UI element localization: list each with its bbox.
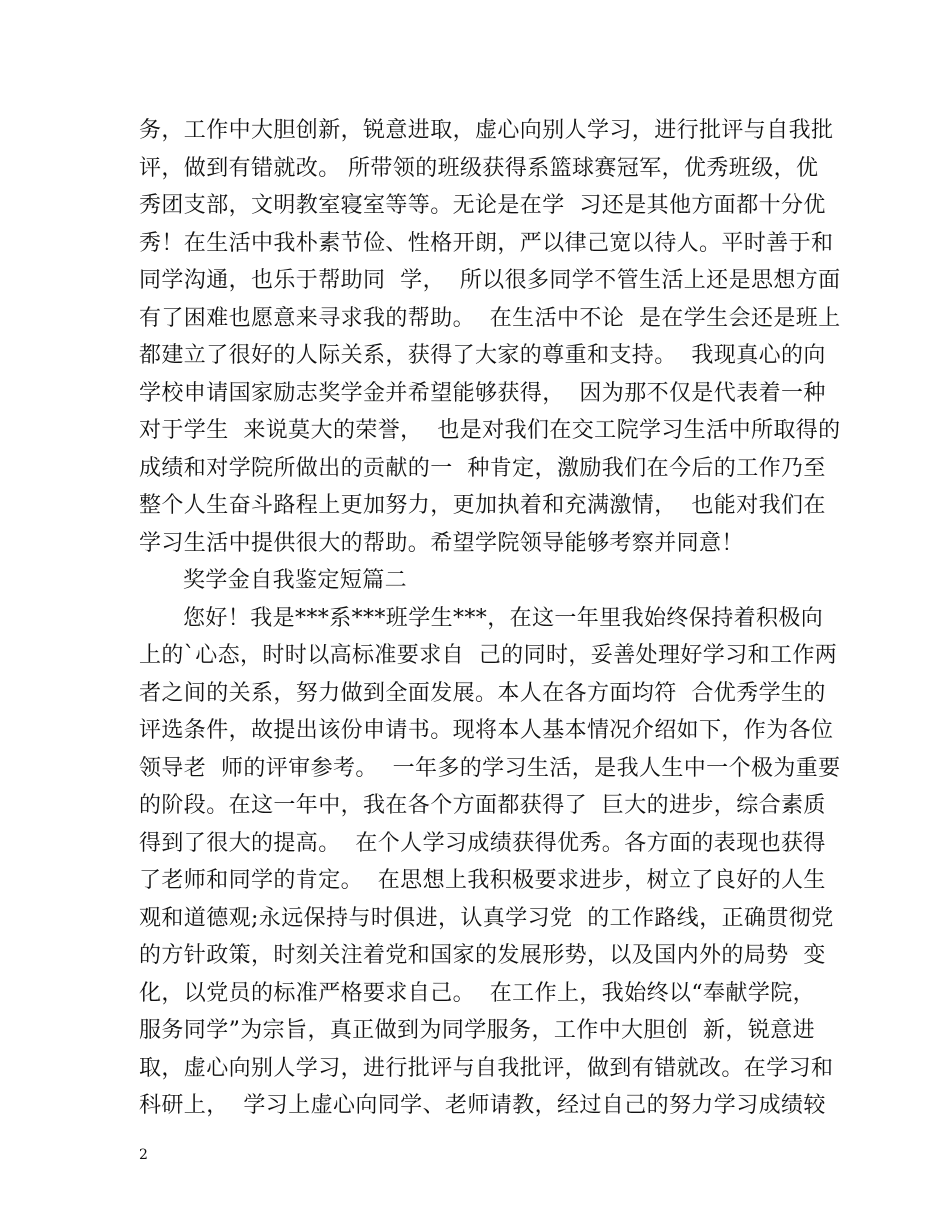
text-line: 化，以党员的标准严格要求自己。 在工作上，我始终以“奉献学院， [139, 980, 816, 1006]
text-line: 学习生活中提供很大的帮助。希望学院领导能够考察并同意！ [139, 530, 744, 556]
text-line: 对于学生 来说莫大的荣誉， 也是对我们在交工院学习生活中所取得的 [139, 418, 841, 443]
text-line: 的方针政策，时刻关注着党和国家的发展形势，以及国内外的局势 变 [139, 943, 826, 968]
body-text [139, 112, 841, 1125]
text-line: 都建立了很好的人际关系，获得了大家的尊重和支持。 我现真心的向 [139, 343, 826, 368]
text-line: 取，虚心向别人学习，进行批评与自我批评，做到有错就改。在学习和 [139, 1055, 834, 1081]
text-line: 秀团支部，文明教室寝室等等。无论是在学 习还是其他方面都十分优 [139, 193, 826, 218]
text-line: 您好！我是***系***班学生***，在这一年里我始终保持着积极向 [183, 605, 824, 631]
text-line: 观和道德观;永远保持与时俱进，认真学习党 的工作路线，正确贯彻党 [139, 905, 834, 931]
text-line: 秀！在生活中我朴素节俭、性格开朗，严以律己宽以待人。平时善于和 [139, 230, 834, 256]
text-line: 评，做到有错就改。 所带领的班级获得系篮球赛冠军，优秀班级，优 [139, 155, 819, 181]
text-line: 整个人生奋斗路程上更加努力，更加执着和充满激情， 也能对我们在 [139, 493, 826, 518]
text-line: 务，工作中大胆创新，锐意进取，虚心向别人学习，进行批评与自我批 [139, 118, 834, 143]
page-number: 2 [139, 1147, 148, 1163]
text-line: 上的`心态，时时以高标准要求自 己的同时，妥善处理好学习和工作两 [139, 643, 838, 668]
text-line: 科研上， 学习上虚心向同学、老师请教，经过自己的努力学习成绩较 [139, 1093, 826, 1118]
section-heading: 奖学金自我鉴定短篇二 [183, 568, 408, 593]
text-line: 得到了很大的提高。 在个人学习成绩获得优秀。各方面的表现也获得 [139, 830, 826, 856]
text-line: 学校申请国家励志奖学金并希望能够获得， 因为那不仅是代表着一种 [139, 380, 826, 406]
text-line: 了老师和同学的肯定。 在思想上我积极要求进步，树立了良好的人生 [139, 868, 826, 893]
text-line: 成绩和对学院所做出的贡献的一 种肯定，激励我们在今后的工作乃至 [139, 455, 826, 481]
text-line: 服务同学”为宗旨，真正做到为同学服务，工作中大胆创 新，锐意进 [139, 1018, 816, 1043]
text-line: 者之间的关系，努力做到全面发展。本人在各方面均符 合优秀学生的 [139, 680, 826, 706]
text-line: 的阶段。在这一年中，我在各个方面都获得了 巨大的进步，综合素质 [139, 793, 826, 818]
text-line: 同学沟通，也乐于帮助同 学， 所以很多同学不管生活上还是思想方面 [139, 268, 841, 293]
text-line: 评选条件，故提出该份申请书。现将本人基本情况介绍如下，作为各位 [139, 718, 834, 743]
text-line: 领导老 师的评审参考。 一年多的学习生活，是我人生中一个极为重要 [139, 755, 841, 781]
text-line: 有了困难也愿意来寻求我的帮助。 在生活中不论 是在学生会还是班上 [139, 305, 841, 331]
